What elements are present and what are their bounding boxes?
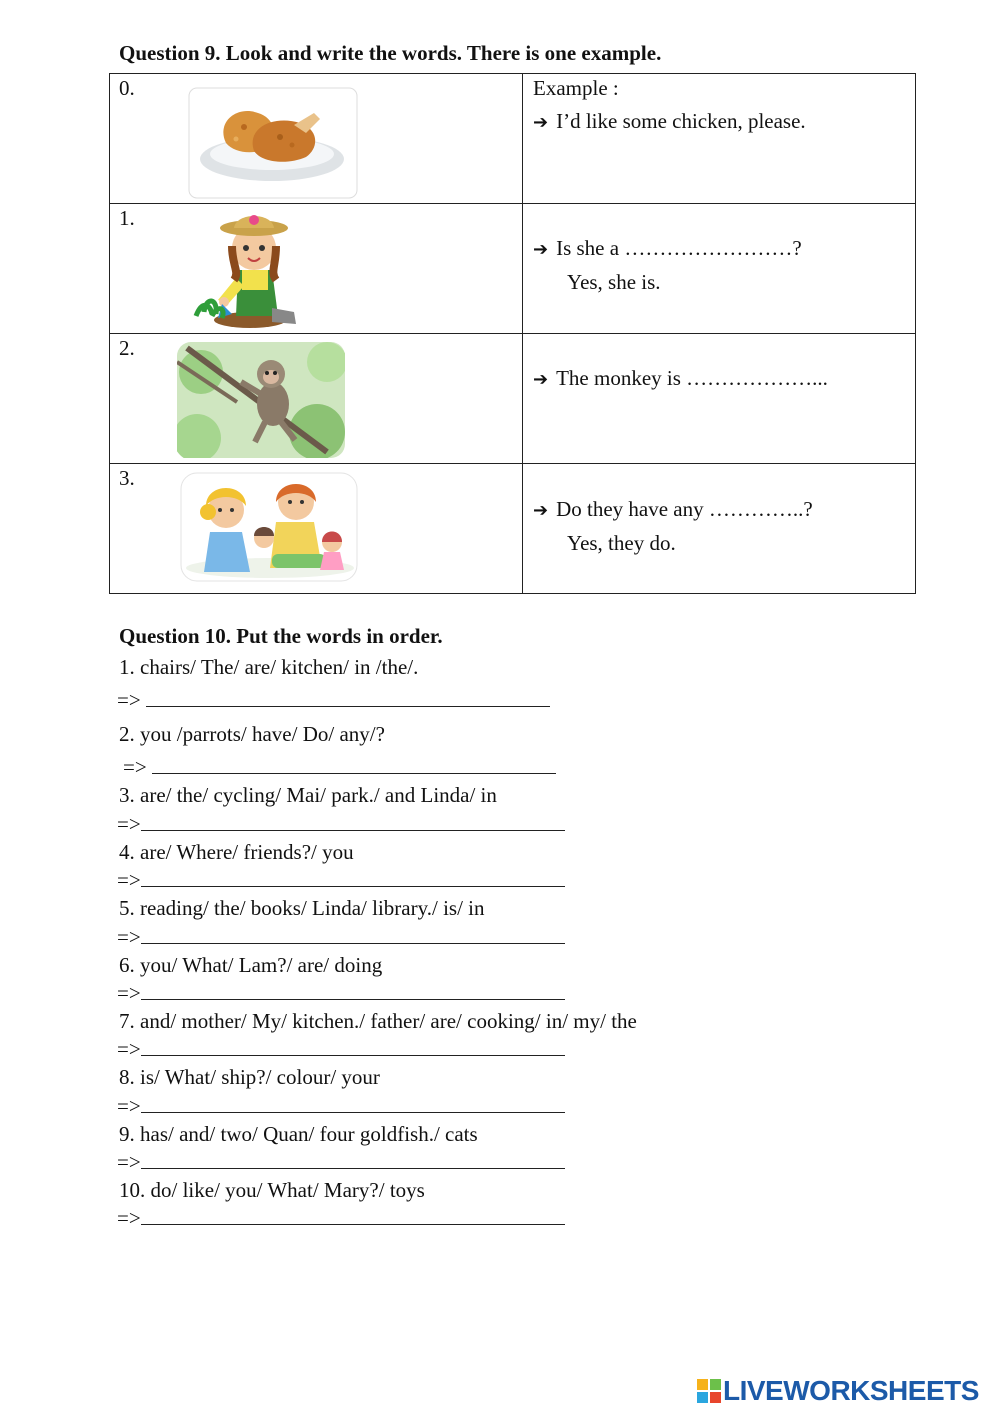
gardener-girl-image [188, 208, 308, 332]
exercise-item-8: 8. is/ What/ ship?/ colour/ your [119, 1065, 380, 1089]
row-number: 2. [119, 336, 135, 360]
answer-line-3: => [117, 812, 565, 837]
row-number: 0. [119, 76, 135, 100]
table-row [110, 334, 916, 464]
answer-input-5[interactable] [141, 925, 565, 944]
question-sentence: Is she a ……………………? [556, 236, 802, 260]
answer-line-1: => [117, 688, 550, 713]
children-with-dolls-image [180, 472, 358, 582]
arrow-right-icon: ➔ [533, 500, 549, 521]
sentence-cell [523, 334, 916, 464]
exercise-item-5: 5. reading/ the/ books/ Linda/ library./ is/ in [119, 896, 485, 920]
picture-cell [110, 204, 523, 334]
answer-sentence: Yes, she is. [567, 270, 661, 294]
row-number: 1. [119, 206, 135, 230]
row-number: 3. [119, 466, 135, 490]
exercise-item-6: 6. you/ What/ Lam?/ are/ doing [119, 953, 383, 977]
question-9-table [109, 73, 916, 594]
answer-input-3[interactable] [141, 812, 565, 831]
answer-input-9[interactable] [141, 1150, 565, 1169]
fried-chicken-image [188, 87, 358, 199]
question-sentence: Do they have any …………..? [556, 497, 813, 521]
brand-name: LIVEWORKSHEETS [723, 1375, 979, 1406]
example-label: Example : [533, 76, 619, 100]
picture-cell [110, 334, 523, 464]
arrow-right-icon: ➔ [533, 112, 549, 133]
answer-input-6[interactable] [141, 981, 565, 1000]
answer-line-9: => [117, 1150, 565, 1175]
liveworksheets-logo-icon [697, 1379, 721, 1403]
sentence-cell [523, 464, 916, 594]
answer-line-4: => [117, 868, 565, 893]
arrow-right-icon: ➔ [533, 239, 549, 260]
picture-cell [110, 74, 523, 204]
answer-line-2: => [123, 755, 556, 780]
answer-sentence: Yes, they do. [567, 531, 676, 555]
answer-input-4[interactable] [141, 868, 565, 887]
answer-line-8: => [117, 1094, 565, 1119]
table-row [110, 464, 916, 594]
answer-line-10: => [117, 1206, 565, 1231]
question-10-title: Question 10. Put the words in order. [119, 624, 443, 648]
answer-input-8[interactable] [141, 1094, 565, 1113]
exercise-item-3: 3. are/ the/ cycling/ Mai/ park./ and Linda/ in [119, 783, 497, 807]
example-sentence: I’d like some chicken, please. [556, 109, 806, 133]
table-row [110, 204, 916, 334]
answer-input-10[interactable] [141, 1206, 565, 1225]
exercise-item-2: 2. you /parrots/ have/ Do/ any/? [119, 722, 385, 746]
table-row [110, 74, 916, 204]
question-9-title: Question 9. Look and write the words. There is one example. [119, 41, 662, 65]
exercise-item-10: 10. do/ like/ you/ What/ Mary?/ toys [119, 1178, 425, 1202]
liveworksheets-logo [697, 1375, 979, 1407]
answer-input-1[interactable] [146, 688, 550, 707]
answer-line-6: => [117, 981, 565, 1006]
exercise-item-7: 7. and/ mother/ My/ kitchen./ father/ are/ cooking/ in/ my/ the [119, 1009, 637, 1033]
monkey-image [177, 342, 345, 458]
sentence-cell [523, 74, 916, 204]
exercise-item-9: 9. has/ and/ two/ Quan/ four goldfish./ cats [119, 1122, 478, 1146]
exercise-item-1: 1. chairs/ The/ are/ kitchen/ in /the/. [119, 655, 419, 679]
arrow-right-icon: ➔ [533, 369, 549, 390]
answer-input-7[interactable] [141, 1037, 565, 1056]
question-sentence: The monkey is ………………... [556, 366, 828, 390]
exercise-item-4: 4. are/ Where/ friends?/ you [119, 840, 354, 864]
answer-input-2[interactable] [152, 755, 556, 774]
picture-cell [110, 464, 523, 594]
sentence-cell [523, 204, 916, 334]
answer-line-5: => [117, 925, 565, 950]
answer-line-7: => [117, 1037, 565, 1062]
